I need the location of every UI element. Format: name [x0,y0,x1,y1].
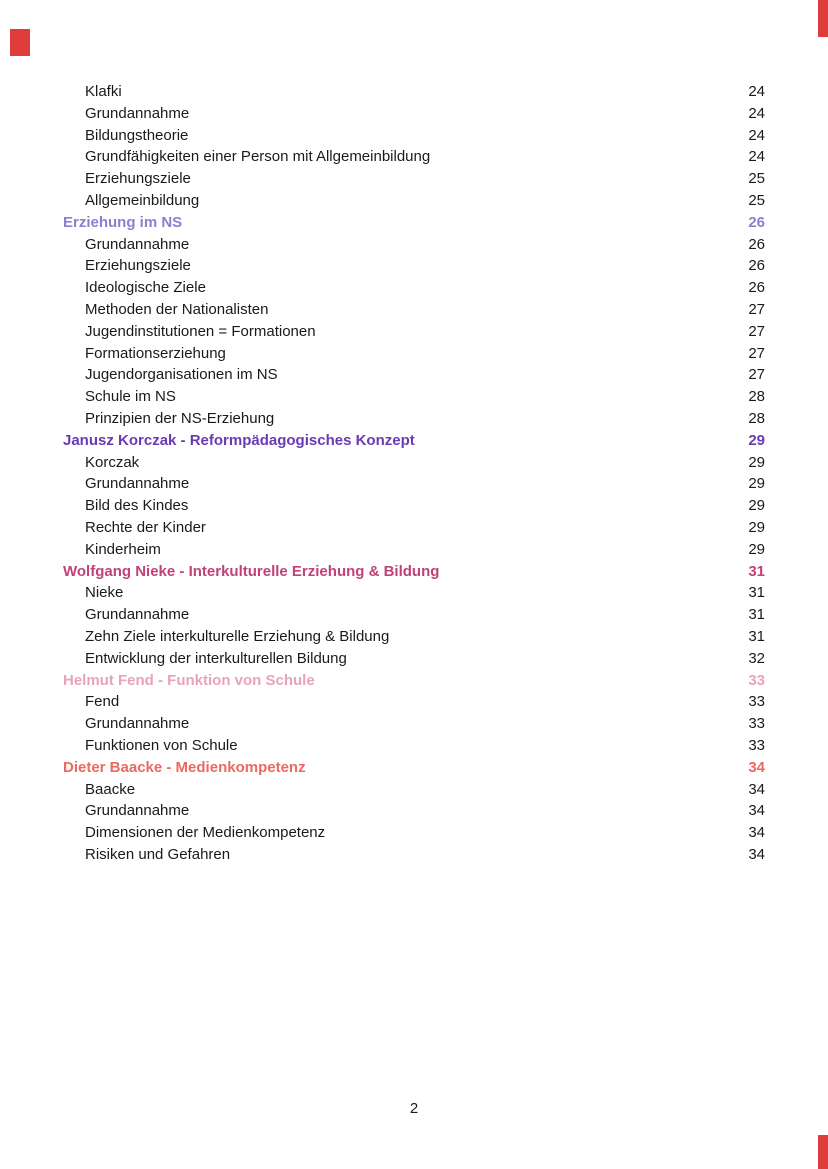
toc-page: 27 [748,344,765,362]
toc-page: 34 [748,780,765,798]
toc-page: 34 [748,845,765,863]
page-number: 2 [409,1100,419,1117]
toc-row [63,735,765,757]
toc-page: 31 [748,562,765,580]
toc-label: Grundannahme [85,606,190,624]
toc-label: Schule im NS [85,388,176,406]
toc-row [63,561,765,583]
toc-label: Jugendinstitutionen = Formationen [85,322,316,340]
toc-row [63,321,765,343]
red-accent-top-right [818,0,828,37]
toc-page: 26 [748,213,765,231]
toc-label: Dimensionen der Medienkompetenz [85,824,326,842]
toc-page: 24 [748,104,765,122]
toc-label: Allgemeinbildung [85,191,200,209]
toc-label: Janusz Korczak - Reformpädagogisches Konzept [63,431,415,449]
toc-row [63,713,765,735]
toc-page: 24 [748,148,765,166]
toc-label: Prinzipien der NS-Erziehung [85,409,275,427]
toc-row [63,146,765,168]
toc-page: 32 [748,649,765,667]
toc-page: 27 [748,322,765,340]
toc-page: 33 [748,671,765,689]
toc-page: 33 [748,693,765,711]
toc-label: Erziehung im NS [63,213,183,231]
toc-label: Baacke [85,780,136,798]
toc-label: Bild des Kindes [85,497,189,515]
toc-page: 25 [748,191,765,209]
toc-row [63,386,765,408]
toc-page: 33 [748,736,765,754]
toc-page: 29 [748,497,765,515]
toc-row [63,452,765,474]
toc-label: Erziehungsziele [85,257,191,275]
toc-row [63,234,765,256]
toc-row [63,190,765,212]
toc-label: Rechte der Kinder [85,518,206,536]
toc-page: 26 [748,279,765,297]
toc-row [63,800,765,822]
red-accent-top-left [10,29,30,56]
toc-page: 31 [748,606,765,624]
toc-label: Risiken und Gefahren [85,845,231,863]
toc-page: 26 [748,235,765,253]
toc-row [63,299,765,321]
toc-page: 24 [748,126,765,144]
red-accent-bottom-right [818,1135,828,1169]
toc-page: 29 [748,431,765,449]
toc-row [63,670,765,692]
toc-label: Wolfgang Nieke - Interkulturelle Erziehung & Bildung [63,562,440,580]
toc-row [63,364,765,386]
toc-row [63,779,765,801]
toc-page: 31 [748,584,765,602]
toc-row [63,648,765,670]
toc-page: 29 [748,475,765,493]
toc-row [63,539,765,561]
toc-label: Grundannahme [85,235,190,253]
toc-page: 26 [748,257,765,275]
toc-row [63,582,765,604]
toc-label: Kinderheim [85,540,161,558]
toc-label: Grundfähigkeiten einer Person mit Allgemeinbildung [85,148,431,166]
toc-label: Dieter Baacke - Medienkompetenz [63,758,306,776]
toc-row [63,343,765,365]
toc-row [63,822,765,844]
toc-page: 25 [748,170,765,188]
toc-label: Korczak [85,453,140,471]
toc-label: Grundannahme [85,715,190,733]
toc-label: Jugendorganisationen im NS [85,366,278,384]
toc-label: Grundannahme [85,104,190,122]
toc-row [63,277,765,299]
toc-label: Klafki [85,83,122,100]
toc-page: 28 [748,409,765,427]
toc-page: 29 [748,540,765,558]
toc-label: Grundannahme [85,475,190,493]
toc-list [63,81,765,866]
toc-row [63,103,765,125]
toc-label: Zehn Ziele interkulturelle Erziehung & Bildung [85,627,390,645]
toc-page: 29 [748,453,765,471]
toc-page: 34 [748,758,765,776]
toc-row [63,604,765,626]
toc-row [63,212,765,234]
toc-row [63,81,765,103]
toc-label: Helmut Fend - Funktion von Schule [63,671,315,689]
toc-label: Bildungstheorie [85,126,189,144]
toc-label: Ideologische Ziele [85,279,206,297]
toc-page: 33 [748,715,765,733]
toc-row [63,844,765,866]
toc-row [63,255,765,277]
toc-page: 34 [748,802,765,820]
toc-row [63,757,765,779]
toc-row [63,408,765,430]
toc-row [63,473,765,495]
toc-label: Nieke [85,584,124,602]
toc-label: Methoden der Nationalisten [85,300,269,318]
toc-label: Entwicklung der interkulturellen Bildung [85,649,347,667]
toc-row [63,626,765,648]
toc-page: 34 [748,824,765,842]
toc-label: Funktionen von Schule [85,736,238,754]
toc-page: 27 [748,366,765,384]
toc-label: Formationserziehung [85,344,226,362]
toc-page: 28 [748,388,765,406]
toc-row [63,168,765,190]
toc-row [63,517,765,539]
toc-label: Grundannahme [85,802,190,820]
toc-row [63,495,765,517]
toc-label: Fend [85,693,120,711]
toc-row [63,125,765,147]
toc-page: 27 [748,300,765,318]
toc-page: 31 [748,627,765,645]
toc-page: 24 [748,83,765,100]
toc-row [63,691,765,713]
toc-page: 29 [748,518,765,536]
toc-row [63,430,765,452]
toc-label: Erziehungsziele [85,170,191,188]
